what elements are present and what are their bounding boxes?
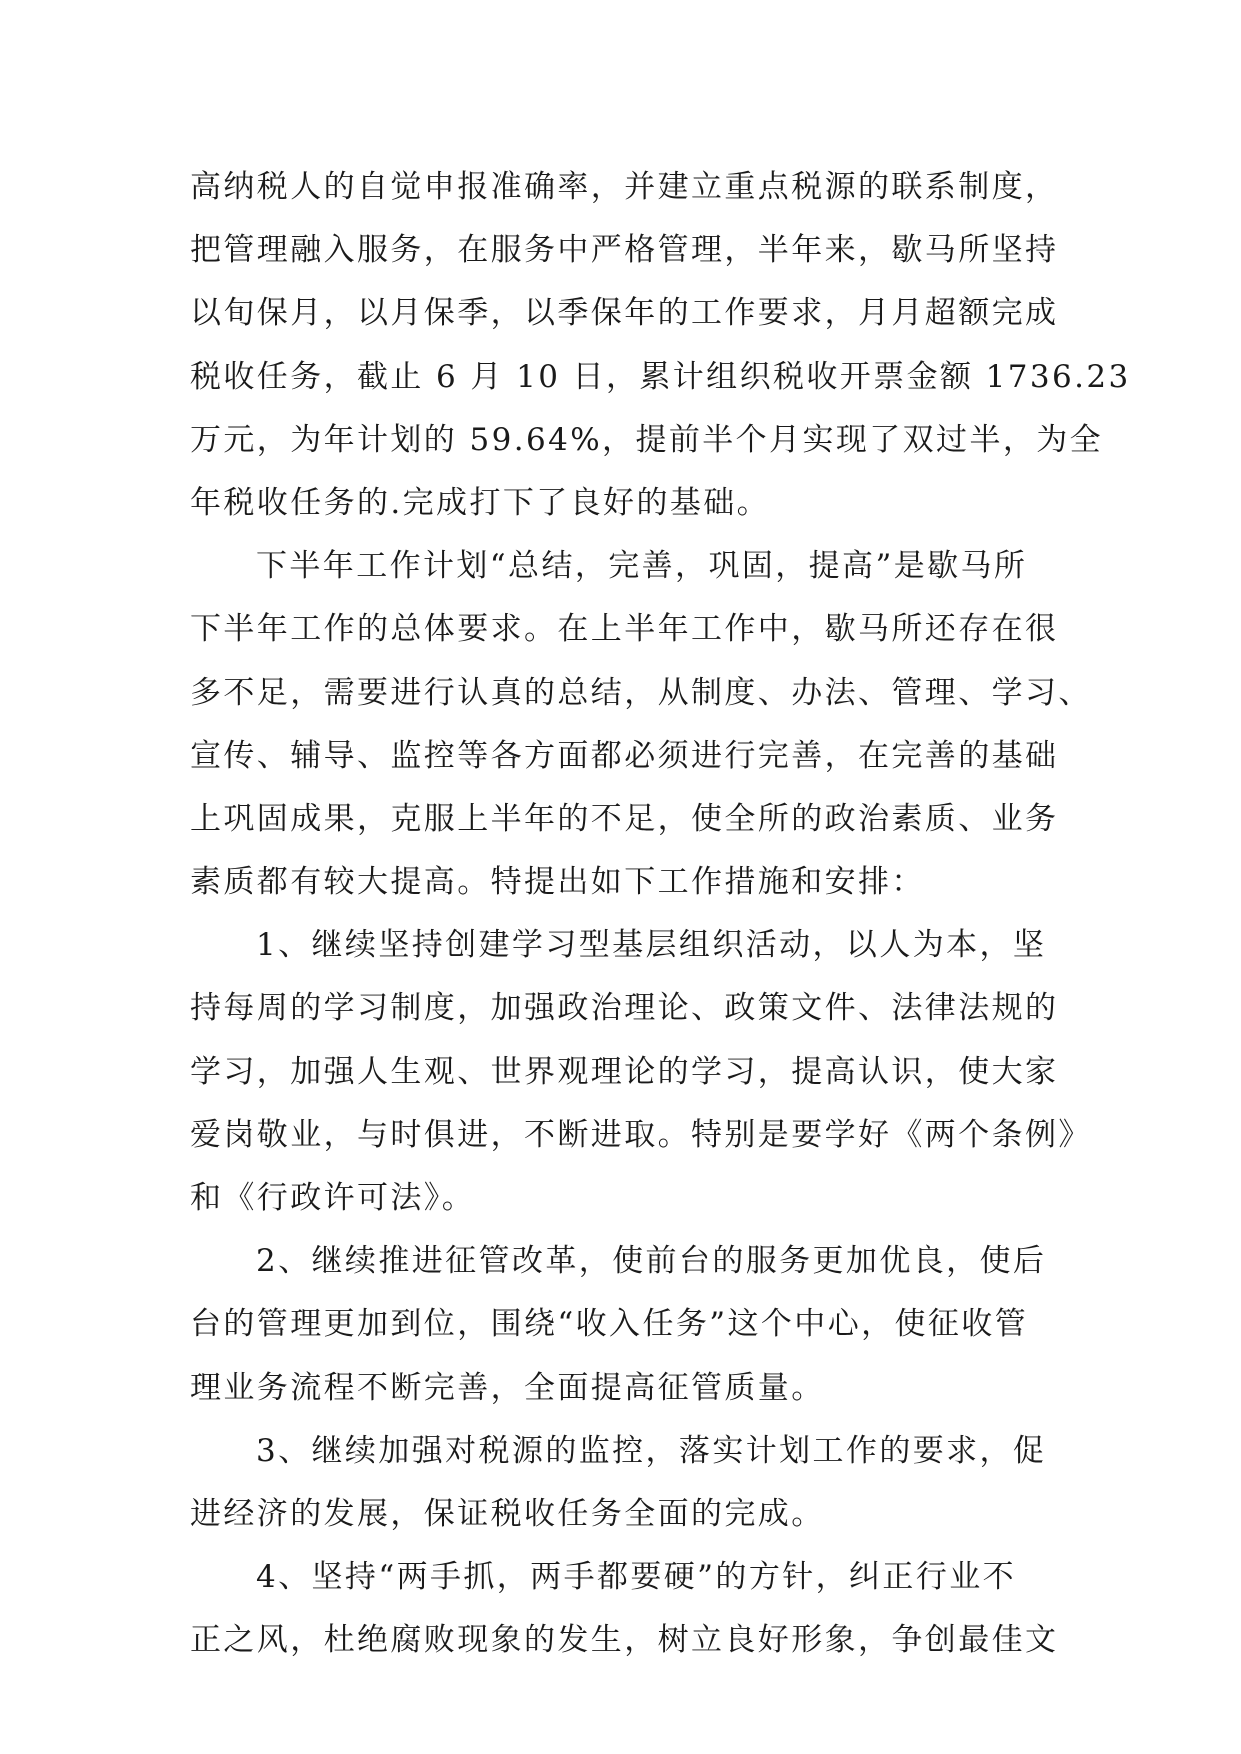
text-line: 和《行政许可法》。	[190, 1180, 476, 1216]
paragraph-first-line: 下半年工作计划“总结，完善，巩固，提高”是歇马所	[256, 548, 1028, 585]
text-line: 上巩固成果，克服上半年的不足，使全所的政治素质、业务	[190, 800, 1059, 837]
text-line: 学习，加强人生观、世界观理论的学习，提高认识，使大家	[190, 1053, 1059, 1090]
text-line: 素质都有较大提高。特提出如下工作措施和安排：	[190, 864, 925, 901]
text-line: 万元，为年计划的 59.64%，提前半个月实现了双过半，为全	[190, 421, 1104, 458]
text-line: 理业务流程不断完善，全面提高征管质量。	[190, 1369, 825, 1406]
text-line: 把管理融入服务，在服务中严格管理，半年来，歇马所坚持	[190, 232, 1059, 269]
paragraph-first-line: 1、继续坚持创建学习型基层组织活动，以人为本，坚	[256, 927, 1047, 964]
text-line: 以旬保月，以月保季，以季保年的工作要求，月月超额完成	[190, 295, 1059, 332]
text-line: 高纳税人的自觉申报准确率，并建立重点税源的联系制度，	[190, 169, 1059, 205]
text-line: 下半年工作的总体要求。在上半年工作中，歇马所还存在很	[190, 611, 1059, 648]
paragraph-first-line: 2、继续推进征管改革，使前台的服务更加优良，使后	[256, 1243, 1047, 1280]
text-line: 宣传、辅导、监控等各方面都必须进行完善，在完善的基础	[190, 737, 1059, 774]
text-line: 年税收任务的.完成打下了良好的基础。	[190, 484, 771, 521]
paragraph-first-line: 4、坚持“两手抓，两手都要硬”的方针，纠正行业不	[256, 1559, 1017, 1596]
text-line: 正之风，杜绝腐败现象的发生，树立良好形象，争创最佳文	[190, 1622, 1059, 1659]
body-text	[190, 156, 1131, 1673]
paragraph-first-line: 3、继续加强对税源的监控，落实计划工作的要求，促	[256, 1432, 1047, 1469]
text-line: 台的管理更加到位，围绕“收入任务”这个中心，使征收管	[190, 1306, 1029, 1343]
text-line: 多不足，需要进行认真的总结，从制度、办法、管理、学习、	[190, 674, 1092, 711]
text-line: 持每周的学习制度，加强政治理论、政策文件、法律法规的	[190, 990, 1059, 1027]
text-line: 进经济的发展，保证税收任务全面的完成。	[190, 1495, 825, 1532]
text-line: 税收任务，截止 6 月 10 日，累计组织税收开票金额 1736.23	[190, 358, 1131, 395]
text-line: 爱岗敬业，与时俱进，不断进取。特别是要学好《两个条例》	[190, 1116, 1092, 1153]
